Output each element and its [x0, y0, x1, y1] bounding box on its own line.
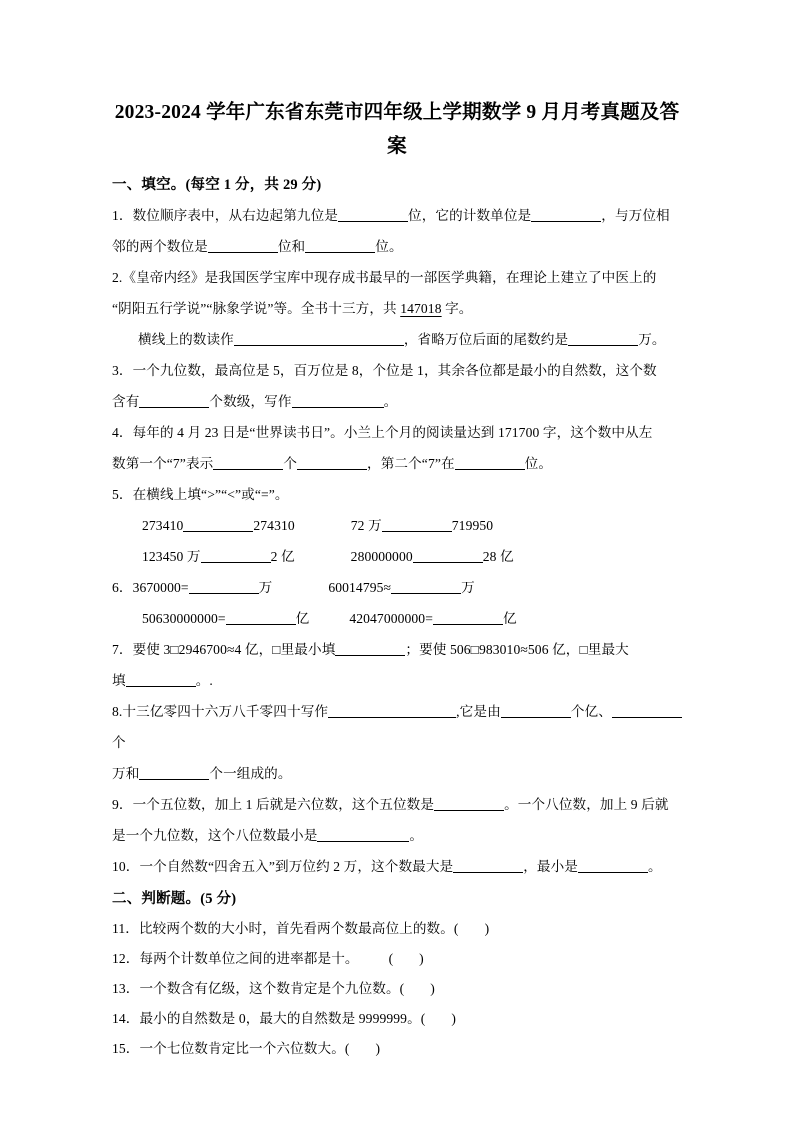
q6-r2-left-before: 50630000000= — [142, 611, 226, 626]
question-9 — [112, 789, 682, 820]
question-4-text-c: ，第二个“7”在 — [367, 456, 455, 471]
question-8-text-a: 8.十三亿零四十六万八千零四十写作 — [112, 704, 329, 719]
question-14 — [112, 1004, 682, 1034]
answer-blank[interactable] — [201, 549, 271, 563]
answer-blank[interactable] — [183, 518, 253, 532]
question-5-row-2 — [112, 541, 682, 572]
question-15-text: 15．一个七位数肯定比一个六位数大。( — [112, 1041, 350, 1056]
q5-r2-left-after: 2 亿 — [270, 549, 295, 564]
question-4-text-b: 个 — [283, 456, 298, 471]
q6-r2-right-after: 亿 — [502, 611, 517, 626]
question-7-text-d: 。. — [195, 673, 213, 688]
answer-blank[interactable] — [433, 611, 503, 625]
question-3: 3．一个九位数，最高位是 5，百万位是 8，个位是 1，其余各位都是最小的自然数，这个数 — [112, 363, 657, 378]
q6-r1-left-before: 6．3670000= — [112, 580, 189, 595]
question-2-line-2 — [112, 293, 682, 324]
question-2-underlined-number: 147018 — [400, 301, 442, 316]
question-11 — [112, 914, 682, 944]
question-9-line-2 — [112, 820, 682, 851]
question-7-line-2 — [112, 665, 682, 696]
answer-blank[interactable] — [208, 239, 278, 253]
question-9-text-a: 9．一个五位数，加上 1 后就是六位数，这个五位数是 — [112, 797, 435, 812]
q5-r1-left-after: 274310 — [253, 518, 295, 533]
q6-r1-right-before: 60014795≈ — [328, 580, 392, 595]
question-13-text: 13．一个数含有亿级，这个数肯定是个九位数。( — [112, 981, 405, 996]
answer-blank[interactable] — [139, 766, 209, 780]
question-11-close-paren: ) — [484, 921, 490, 936]
question-2: 2.《皇帝内经》是我国医学宝库中现存成书最早的一部医学典籍，在理论上建立了中医上的 — [112, 270, 657, 285]
question-2-line-3 — [112, 324, 682, 355]
question-5: 5．在横线上填“>”“<”或“=”。 — [112, 487, 289, 502]
question-6-row-2 — [112, 603, 682, 634]
answer-blank[interactable] — [391, 580, 461, 594]
question-7-text-c: 填 — [112, 673, 126, 688]
answer-blank[interactable] — [126, 673, 196, 687]
answer-blank[interactable] — [338, 208, 408, 222]
answer-blank[interactable] — [501, 704, 571, 718]
answer-blank[interactable] — [578, 859, 648, 873]
answer-blank[interactable] — [189, 580, 259, 594]
answer-blank[interactable] — [612, 704, 682, 718]
question-7-text-a: 7．要使 3□2946700≈4 亿，□里最小填 — [112, 642, 336, 657]
question-10-text-c: 。 — [648, 859, 662, 874]
q6-r2-left-after: 亿 — [295, 611, 310, 626]
question-1-line-2 — [112, 231, 682, 262]
question-1 — [112, 200, 682, 231]
question-2-text-d: ，省略万位后面的尾数约是 — [403, 332, 569, 347]
question-15 — [112, 1034, 682, 1064]
answer-blank[interactable] — [568, 332, 638, 346]
q6-r1-right-after: 万 — [461, 580, 475, 595]
question-15-close-paren: ) — [375, 1041, 381, 1056]
question-9-text-b: 。一个八位数，加上 9 后就 — [504, 797, 669, 812]
answer-blank[interactable] — [305, 239, 375, 253]
answer-blank[interactable] — [297, 456, 367, 470]
answer-blank[interactable] — [455, 456, 525, 470]
answer-blank[interactable] — [213, 456, 283, 470]
question-2-text-b: 字。 — [441, 301, 473, 316]
answer-blank[interactable] — [453, 859, 523, 873]
question-8-text-f: 个一组成的。 — [209, 766, 292, 781]
answer-blank[interactable] — [234, 332, 404, 346]
question-3-line-2 — [112, 386, 682, 417]
question-10-text-b: ，最小是 — [523, 859, 578, 874]
question-1-text-a: 1．数位顺序表中，从右边起第九位是 — [112, 208, 338, 223]
question-1-text-f: 位。 — [375, 239, 403, 254]
question-8-line-2 — [112, 758, 682, 789]
question-8-text-c: 个亿、 — [570, 704, 612, 719]
q5-r2-left-before: 123450 万 — [142, 549, 201, 564]
page-content — [112, 96, 682, 1064]
question-9-text-d: 。 — [409, 828, 424, 843]
question-8-text-e: 万和 — [112, 766, 140, 781]
question-12-open-paren: ( — [388, 951, 394, 966]
question-2-text-c: 横线上的数读作 — [138, 332, 234, 347]
question-7-text-b: ；要使 506□983010≈506 亿，□里最大 — [405, 642, 629, 657]
question-12-close-paren: ) — [419, 951, 424, 966]
question-11-text: 11．比较两个数的大小时，首先看两个数最高位上的数。( — [112, 921, 459, 936]
question-13 — [112, 974, 682, 1004]
q5-r2-right-after: 28 亿 — [482, 549, 514, 564]
question-3-text-c: 。 — [383, 394, 398, 409]
question-6-row-1 — [112, 572, 682, 603]
answer-blank[interactable] — [139, 394, 209, 408]
section-heading-true-false: 二、判断题。(5 分) — [112, 891, 237, 907]
question-9-text-c: 是一个九位数，这个八位数最小是 — [112, 828, 318, 843]
question-8-text-b: ,它是由 — [456, 704, 501, 719]
answer-blank[interactable] — [292, 394, 384, 408]
question-4: 4．每年的 4 月 23 日是“世界读书日”。小兰上个月的阅读量达到 171700 字，这个数中从左 — [112, 425, 653, 440]
question-1-text-b: 位，它的计数单位是 — [408, 208, 532, 223]
q5-r2-right-before: 280000000 — [350, 549, 413, 564]
question-14-close-paren: ) — [451, 1011, 456, 1026]
question-13-close-paren: ) — [430, 981, 435, 996]
question-4-text-d: 位。 — [524, 456, 553, 471]
question-1-text-e: 位和 — [277, 239, 306, 254]
answer-blank[interactable] — [335, 642, 405, 656]
q5-r1-left-before: 273410 — [142, 518, 184, 533]
answer-blank[interactable] — [317, 828, 409, 842]
section-heading-fill-in-blank: 一、填空。(每空 1 分，共 29 分) — [112, 177, 322, 193]
question-14-text: 14．最小的自然数是 0，最大的自然数是 9999999。( — [112, 1011, 426, 1026]
answer-blank[interactable] — [382, 518, 452, 532]
question-4-text-a: 数第一个“7”表示 — [112, 456, 214, 471]
question-4-line-2 — [112, 448, 682, 479]
question-7 — [112, 634, 682, 665]
question-10-text-a: 10．一个自然数“四舍五入”到万位约 2 万，这个数最大是 — [112, 859, 454, 874]
question-8 — [112, 696, 682, 758]
page-title: 2023-2024 学年广东省东莞市四年级上学期数学 9 月月考真题及答案 — [114, 102, 680, 157]
question-2-text-a: “阴阳五行学说”“脉象学说”等。全书十三方，共 — [112, 301, 401, 316]
q5-r1-right-before: 72 万 — [350, 518, 382, 533]
q5-r1-right-after: 719950 — [451, 518, 494, 533]
question-8-text-d: 个 — [112, 735, 126, 750]
question-10 — [112, 851, 682, 882]
question-1-text-c: ，与万位相 — [601, 208, 670, 223]
answer-blank[interactable] — [531, 208, 601, 222]
answer-blank[interactable] — [434, 797, 504, 811]
question-3-text-b: 个数级，写作 — [209, 394, 292, 409]
answer-blank[interactable] — [413, 549, 483, 563]
question-2-text-e: 万。 — [638, 332, 666, 347]
q6-r1-left-after: 万 — [258, 580, 273, 595]
question-12 — [112, 944, 682, 974]
question-1-text-d: 邻的两个数位是 — [112, 239, 208, 254]
answer-blank[interactable] — [226, 611, 296, 625]
question-5-row-1 — [112, 510, 682, 541]
answer-blank[interactable] — [328, 704, 456, 718]
q6-r2-right-before: 42047000000= — [349, 611, 433, 626]
question-3-text-a: 含有 — [112, 394, 140, 409]
question-12-text: 12．每两个计数单位之间的进率都是十。 — [112, 951, 359, 966]
